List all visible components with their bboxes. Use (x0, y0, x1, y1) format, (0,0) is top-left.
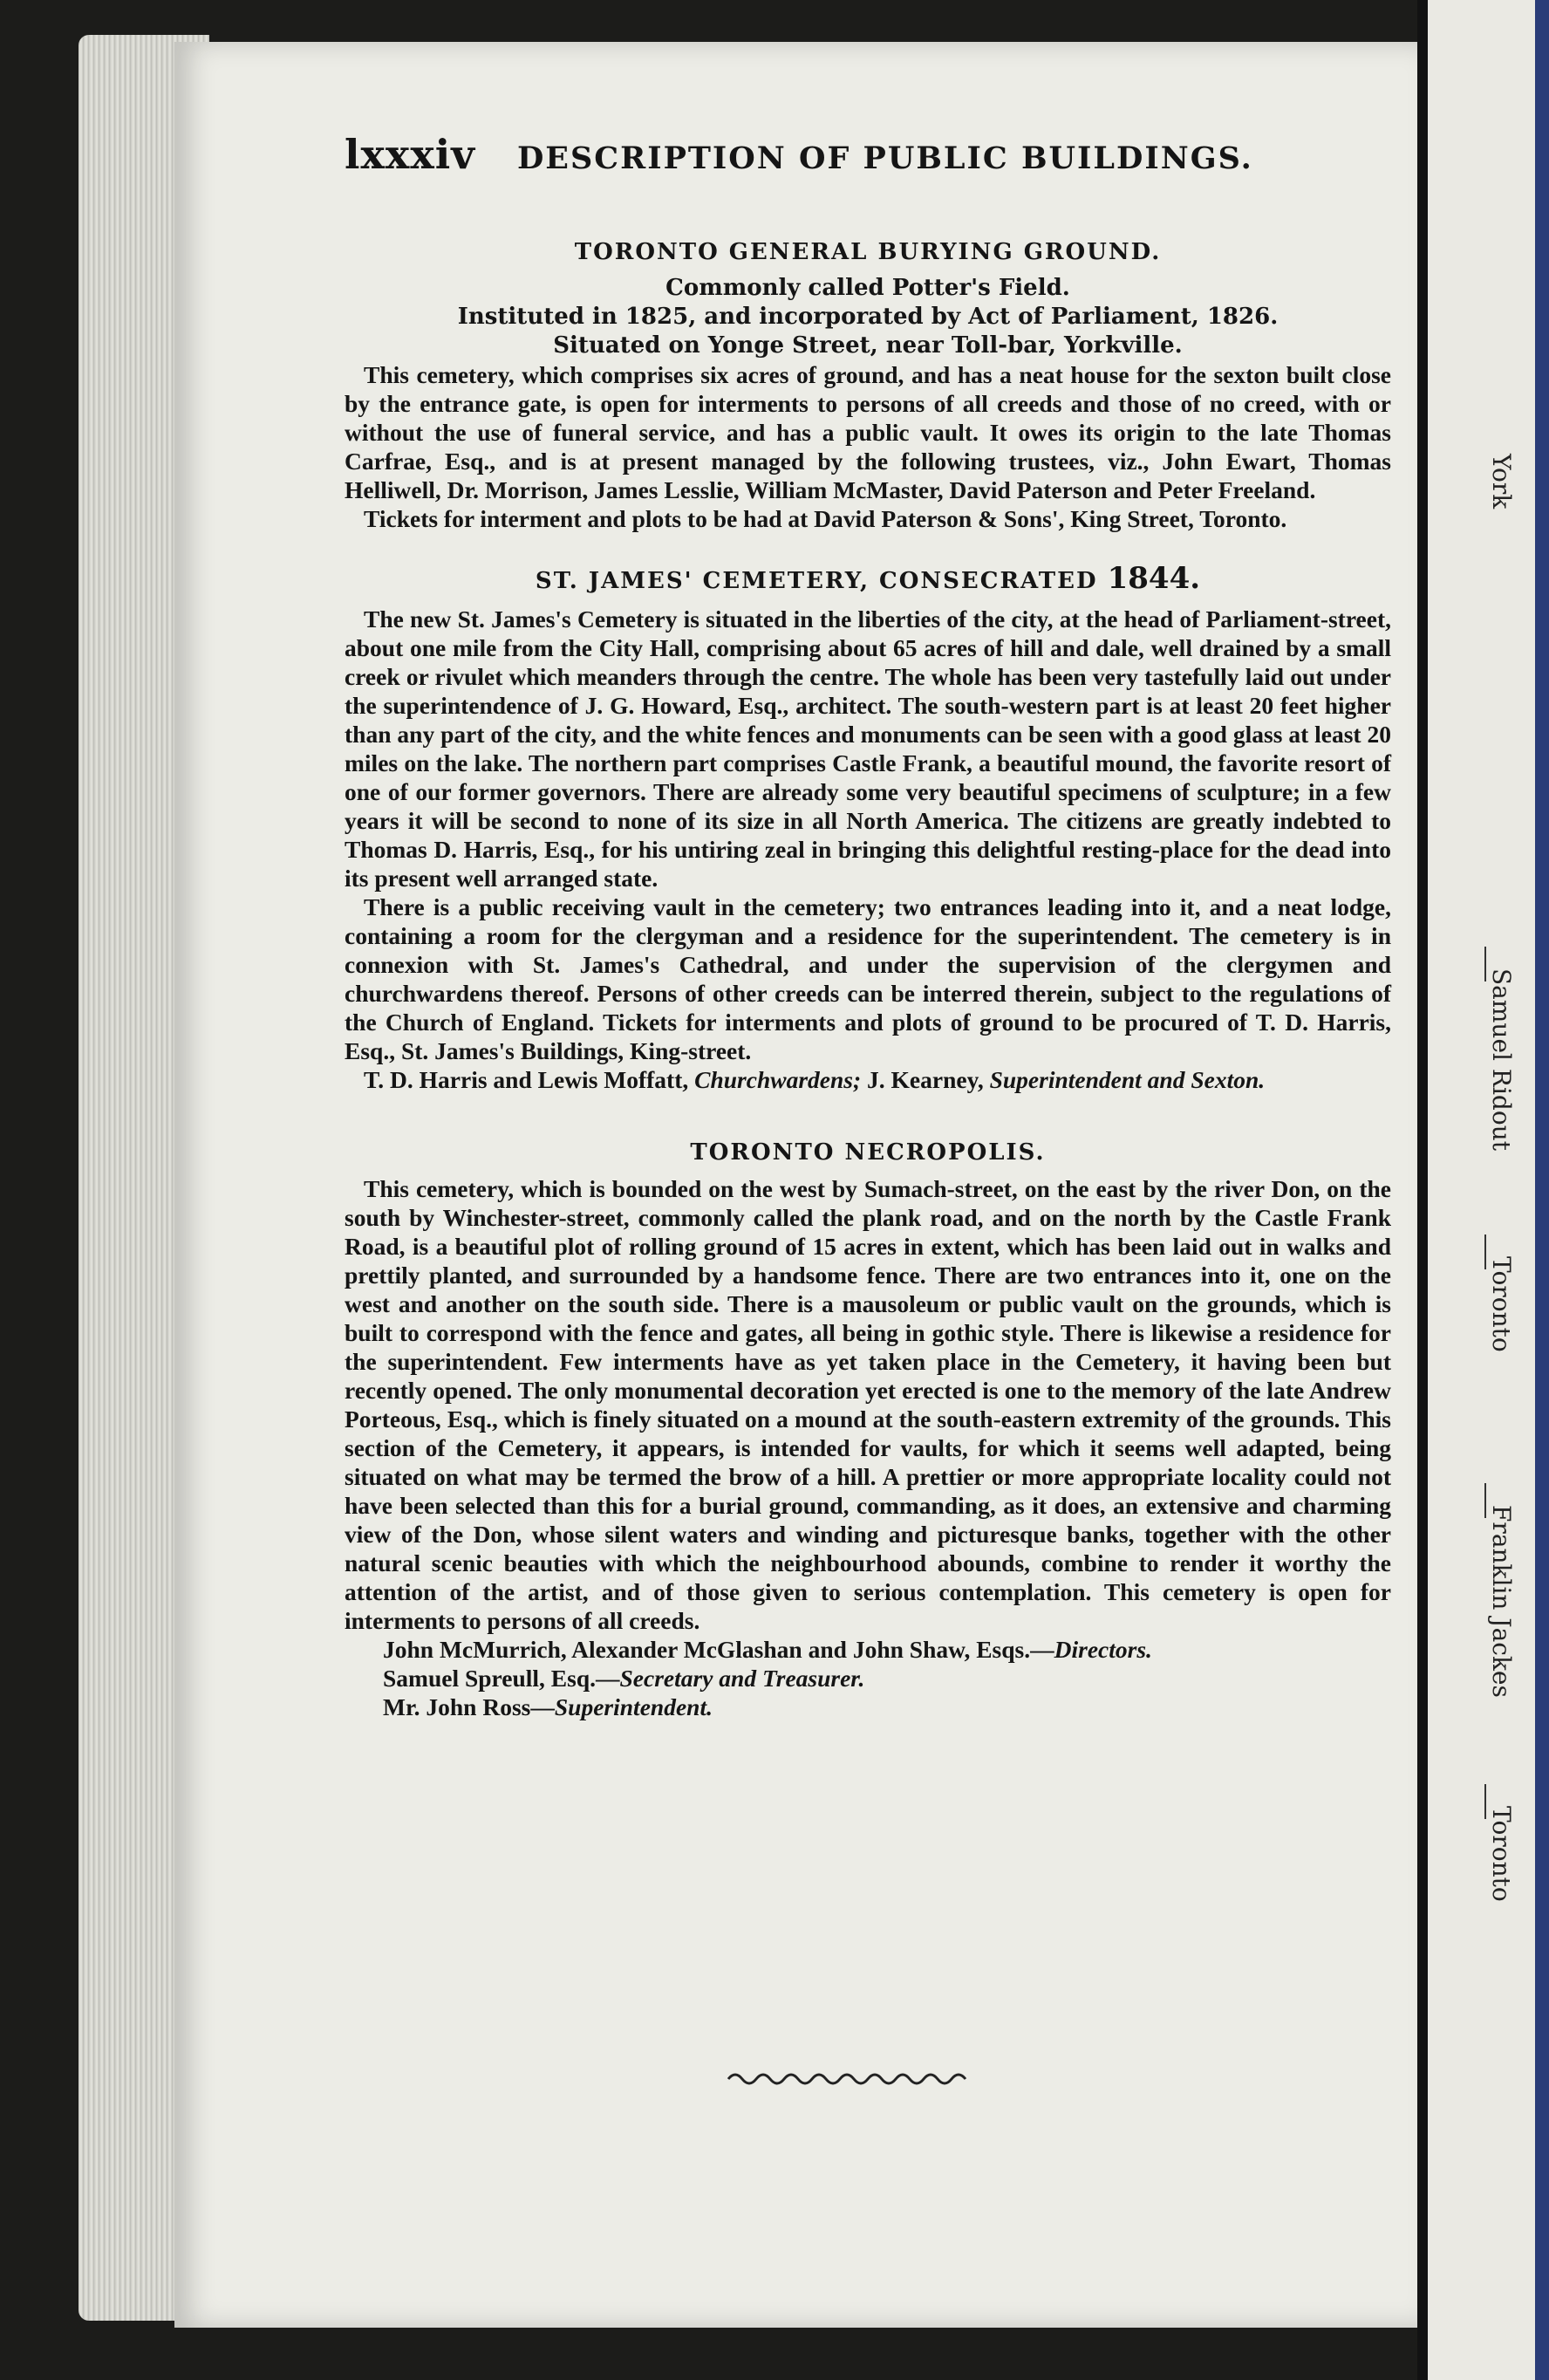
directory-entry (383, 1693, 1391, 1721)
directory-role: Directors. (1054, 1636, 1152, 1663)
directory-list (345, 1635, 1391, 1721)
directory-entry (383, 1635, 1391, 1664)
section-title-year: 1844. (1107, 561, 1201, 596)
facing-page-binding-strip (1535, 0, 1549, 2380)
paragraph: This cemetery, which comprises six acres of ground, and has a neat house for the sexton built close by the entrance gate, is open for interments to persons of all creeds and those of no creed, with or without the use of funeral service, and has a public vault. It owes its origin to the late Thomas Carfrae, Esq., and is at present managed by the following trustees, viz., John Ewart, Thomas Helliwell, Dr. Morrison, James Lesslie, William McMaster, David Paterson and Peter Freeland. (345, 361, 1391, 503)
officer-name: J. Kearney, (867, 1066, 984, 1093)
side-label-franklin-jackes: Franklin Jackes (1487, 1505, 1516, 1698)
section-st-james-cemetery (345, 561, 1391, 1094)
directory-names: Mr. John Ross— (383, 1693, 555, 1720)
page-header (345, 131, 1391, 178)
officer-role: Superintendent and Sexton. (989, 1066, 1266, 1093)
wave-ornament (724, 2066, 968, 2092)
section-general-burying-ground (345, 239, 1391, 533)
officer-role: Churchwardens; (694, 1066, 862, 1093)
side-separator (1484, 947, 1486, 981)
page-content (345, 131, 1391, 1721)
side-label-toronto: Toronto (1487, 1256, 1516, 1352)
page-number: lxxxiv (345, 131, 475, 178)
directory-names: John McMurrich, Alexander McGlashan and John Shaw, Esqs.— (383, 1636, 1054, 1663)
directory-role: Superintendent. (554, 1693, 713, 1720)
section-subline: Situated on Yonge Street, near Toll-bar, Yorkville. (553, 332, 1183, 359)
paragraph: There is a public receiving vault in the cemetery; two entrances leading into it, and a neat lodge, containing a room for the clergyman and a residence for the superintendent. The cemetery is in connexion with St. James's Cathedral, and under the supervision of the clergymen and churchwardens thereof. Persons of other creeds can be interred therein, subject to the regulations of the Church of England. Tickets for interments and plots of ground to be procured of T. D. Harris, Esq., St. James's Buildings, King-street. (345, 893, 1391, 1064)
directory-entry (383, 1664, 1391, 1693)
section-title: TORONTO NECROPOLIS. (690, 1139, 1046, 1166)
side-separator (1484, 1784, 1486, 1819)
section-subline: Instituted in 1825, and incorporated by Act of Parliament, 1826. (457, 304, 1279, 330)
section-toronto-necropolis (345, 1139, 1391, 1721)
section-title: TORONTO GENERAL BURYING GROUND. (574, 239, 1162, 265)
facing-page-edge (1417, 0, 1549, 2380)
section-title-text: ST. JAMES' CEMETERY, CONSECRATED (535, 568, 1098, 594)
section-title (345, 561, 1391, 596)
officers-line (345, 1065, 1391, 1094)
running-title: DESCRIPTION OF PUBLIC BUILDINGS. (516, 140, 1253, 176)
side-separator (1484, 1483, 1486, 1518)
paragraph: This cemetery, which is bounded on the west by Sumach-street, on the east by the river Don, on the south by Winchester-street, commonly called the plank road, and on the north by the Castle Frank Road, is a beautiful plot of rolling ground of 15 acres in extent, which has been laid out in walks and prettily planted, and surrounded by a handsome fence. There are two entrances into it, one on the west and another on the south side. There is a mausoleum or public vault on the grounds, which is built to correspond with the fence and gates, all being in gothic style. There is likewise a residence for the superintendent. Few interments have as yet taken place in the Cemetery, it having been but recently opened. The only monumental decoration yet erected is one to the memory of the late Andrew Porteous, Esq., which is finely situated on a mound at the south-eastern extremity of the grounds. This section of the Cemetery, it appears, is intended for vaults, for which it seems well adapted, being situated on what may be termed the brow of a hill. A prettier or more appropriate locality could not have been selected than this for a burial ground, commanding, as it does, an extensive and charming view of the Don, whose silent waters and winding and picturesque banks, together with the other natural scenic beauties with which the neighbourhood abounds, combine to render it worthy the attention of the artist, and of those given to serious contemplation. This cemetery is open for interments to persons of all creeds. (345, 1175, 1391, 1634)
section-subline: Commonly called Potter's Field. (665, 275, 1070, 301)
directory-names: Samuel Spreull, Esq.— (383, 1665, 620, 1692)
side-separator (1484, 1234, 1486, 1269)
paragraph: The new St. James's Cemetery is situated in the liberties of the city, at the head of Parliament-street, about one mile from the City Hall, comprising about 65 acres of hill and dale, well drained by a small creek or rivulet which meanders through the centre. The whole has been very tastefully laid out under the superintendence of J. G. Howard, Esq., architect. The south-western part is at least 20 feet higher than any part of the city, and the white fences and monuments can be seen with a good glass at least 20 miles on the lake. The northern part comprises Castle Frank, a beautiful mound, the favorite resort of one of our former governors. There are already some very beautiful specimens of sculpture; in a few years it will be second to none of its size in all North America. The citizens are greatly indebted to Thomas D. Harris, Esq., for his untiring zeal in bringing this delightful resting-place for the dead into its present well arranged state. (345, 605, 1391, 892)
paragraph: Tickets for interment and plots to be had at David Paterson & Sons', King Street, Toronto. (364, 505, 1287, 532)
side-label-samuel-ridout: Samuel Ridout (1487, 968, 1516, 1151)
officer-names: T. D. Harris and Lewis Moffatt, (364, 1066, 689, 1093)
side-label-york: York (1487, 454, 1516, 510)
directory-role: Secretary and Treasurer. (619, 1665, 865, 1692)
side-label-toronto-2: Toronto (1487, 1806, 1516, 1902)
